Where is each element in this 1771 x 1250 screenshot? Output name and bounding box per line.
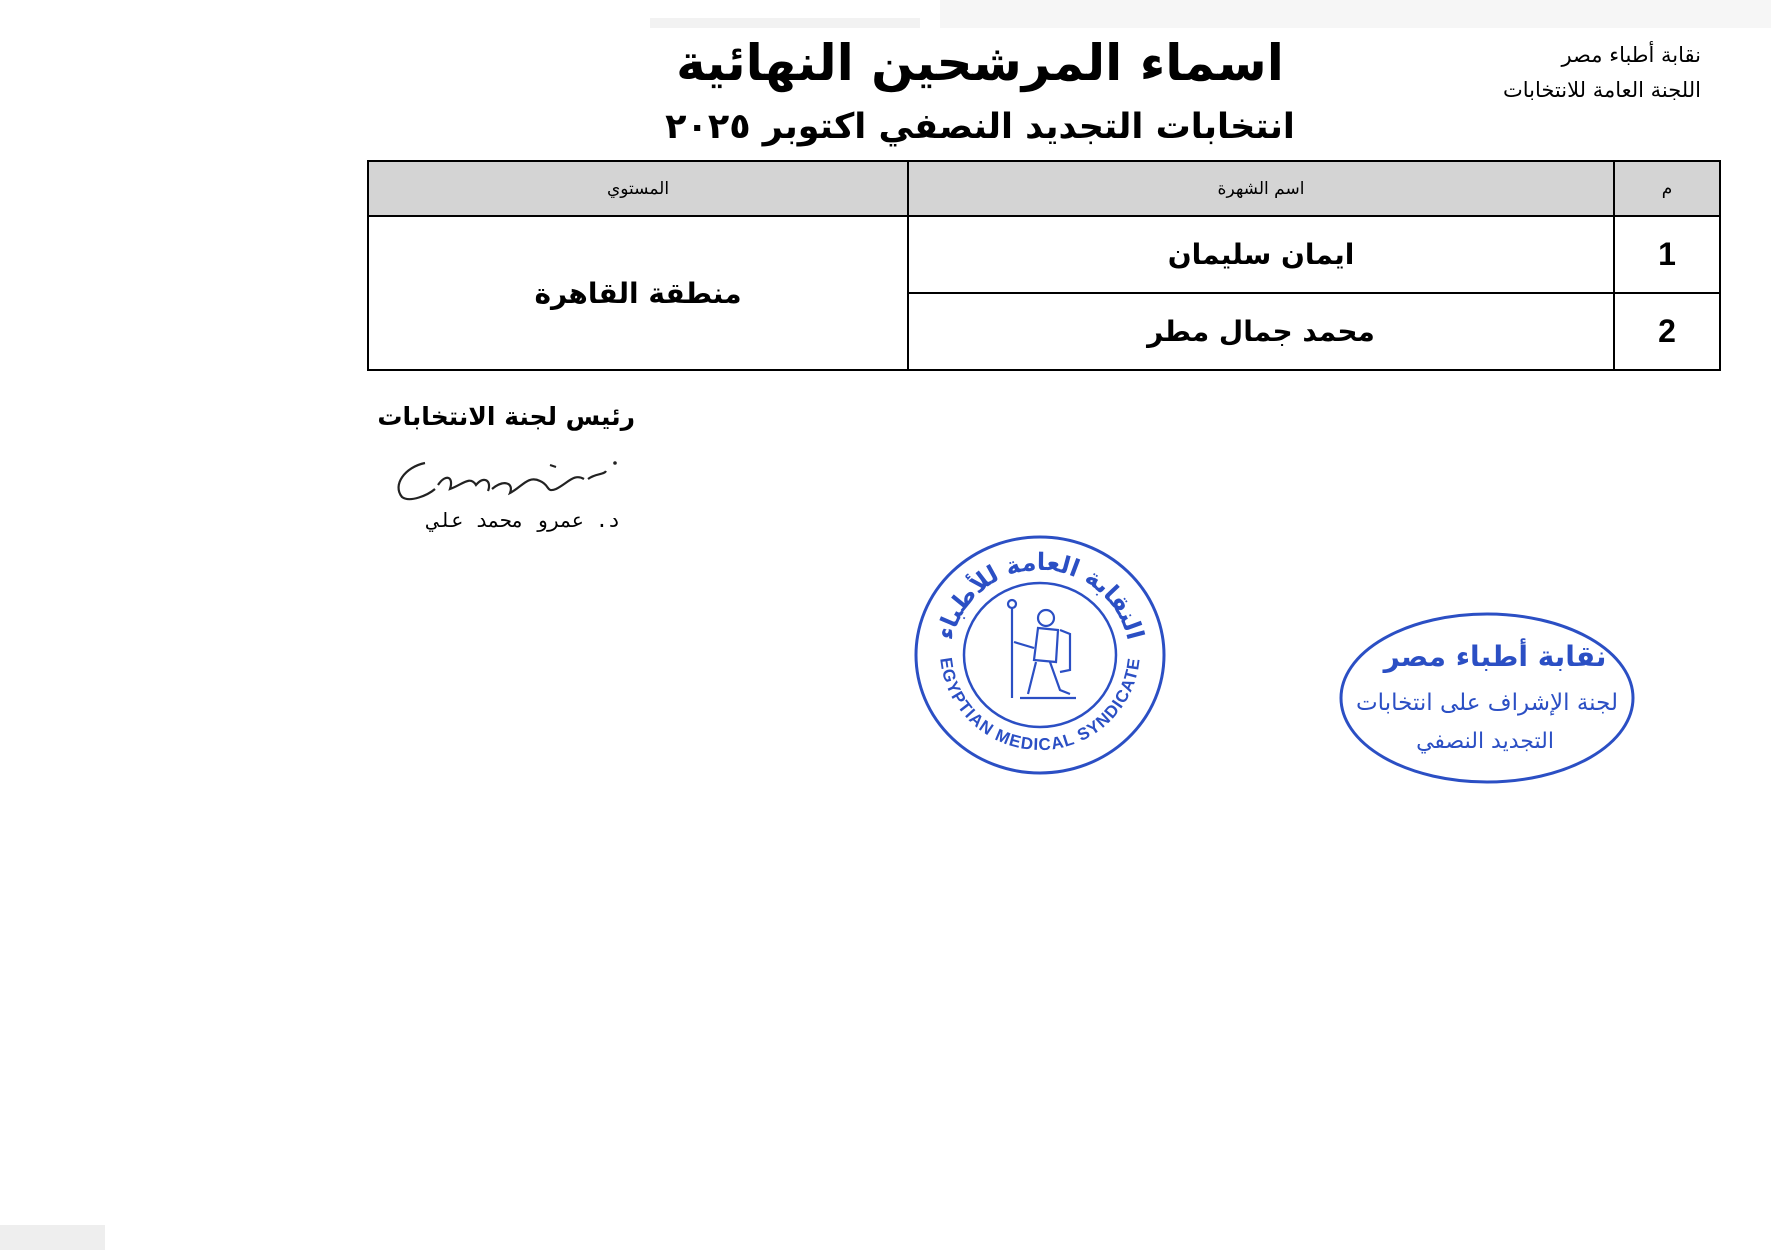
oval-stamp-line2: لجنة الإشراف على انتخابات <box>1356 690 1618 716</box>
committee-chair-title: رئيس لجنة الانتخابات <box>377 402 635 431</box>
row-number: 2 <box>1614 293 1720 370</box>
seated-figure-icon <box>1008 600 1076 698</box>
candidate-name: محمد جمال مطر <box>908 293 1614 370</box>
handwritten-signature <box>380 445 630 505</box>
oval-stamp-line1: نقابة أطباء مصر <box>1383 640 1607 673</box>
header-number: م <box>1614 161 1720 216</box>
scan-shade-top <box>940 0 1771 28</box>
table-row <box>368 216 1720 293</box>
scan-shade-corner <box>0 1225 105 1250</box>
svg-text:EGYPTIAN MEDICAL SYNDICATE <box>936 656 1144 754</box>
supervision-committee-stamp <box>1335 608 1640 788</box>
page-subtitle: انتخابات التجديد النصفي اكتوبر ٢٠٢٥ <box>665 107 1295 147</box>
syndicate-round-stamp <box>910 530 1170 780</box>
table-header-row <box>368 161 1720 216</box>
stamp-english-text: EGYPTIAN MEDICAL SYNDICATE <box>936 656 1144 755</box>
scan-shade-title <box>650 18 920 28</box>
organization-header <box>1381 38 1701 108</box>
stamp-arabic-text: النقابة العامة للأطباء <box>930 547 1150 643</box>
committee-chair-name: د. عمرو محمد علي <box>427 508 620 532</box>
page-title: اسماء المرشحين النهائية <box>676 34 1284 92</box>
candidates-table <box>367 160 1721 371</box>
row-number: 1 <box>1614 216 1720 293</box>
org-committee: اللجنة العامة للانتخابات <box>1502 78 1701 102</box>
region-cell: منطقة القاهرة <box>368 216 908 370</box>
oval-stamp-line3: التجديد النصفي <box>1416 729 1554 754</box>
header-name: اسم الشهرة <box>908 161 1614 216</box>
candidate-name: ايمان سليمان <box>908 216 1614 293</box>
header-level: المستوي <box>368 161 908 216</box>
org-name: نقابة أطباء مصر <box>1561 43 1701 67</box>
